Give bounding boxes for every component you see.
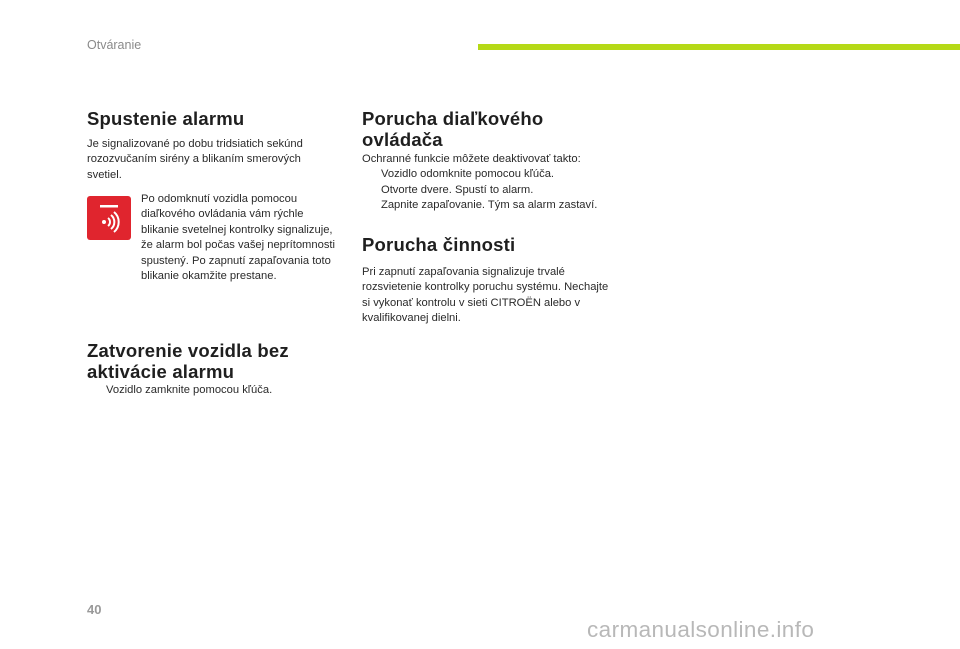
step-text: Vozidlo zamknite pomocou kľúča. bbox=[106, 384, 273, 396]
heading-close-line1: Zatvorenie vozidla bez bbox=[87, 340, 289, 361]
heading-remote-line1: Porucha diaľkového bbox=[362, 108, 544, 129]
step-text: Otvorte dvere. Spustí to alarm. bbox=[381, 183, 534, 196]
heading-remote-fault bbox=[362, 108, 627, 150]
step-text: Vozidlo odomknite pomocou kľúča. bbox=[381, 168, 555, 181]
remote-fault-body bbox=[362, 152, 632, 214]
step-text: Zapnite zapaľovanie. Tým sa alarm zastaví. bbox=[381, 199, 598, 212]
heading-close-line2: aktivácie alarmu bbox=[87, 361, 235, 382]
operation-fault-text: Pri zapnutí zapaľovania signalizuje trvalé rozsvietenie kontrolky poruchu systému. Nechajte si vykonať kontrolu v sieti CITROËN alebo v kvalifikovanej dielni. bbox=[362, 266, 609, 325]
remote-fault-intro: Ochranné funkcie môžete deaktivovať takto: bbox=[362, 153, 581, 165]
heading-close-without-alarm bbox=[87, 340, 337, 382]
alarm-trigger-text: Je signalizované po dobu tridsiatich sekúnd rozozvučaním sirény a blikaním smerových svetiel. bbox=[87, 138, 303, 181]
heading-remote-line2: ovládača bbox=[362, 129, 443, 150]
alarm-trigger-note: Po odomknutí vozidla pomocou diaľkového ovládania vám rýchle blikanie svetelnej kontrolky signalizuje, že alarm bol počas vašej neprítomnosti spustený. Po zapnutí zapaľovania toto blikanie okamžite prestane. bbox=[141, 193, 336, 283]
section-accent-bar bbox=[478, 44, 960, 50]
heading-operation-fault: Porucha činnosti bbox=[362, 234, 516, 255]
heading-alarm-trigger: Spustenie alarmu bbox=[87, 108, 245, 129]
page-number: 40 bbox=[87, 602, 102, 617]
list-item bbox=[362, 167, 632, 182]
section-title: Otváranie bbox=[87, 38, 142, 52]
list-item bbox=[362, 183, 632, 198]
list-item bbox=[362, 198, 632, 213]
alarm-warning-light-icon bbox=[87, 196, 131, 240]
watermark: carmanualsonline.info bbox=[587, 617, 815, 642]
list-item bbox=[87, 383, 337, 398]
close-steps-list bbox=[87, 383, 337, 398]
